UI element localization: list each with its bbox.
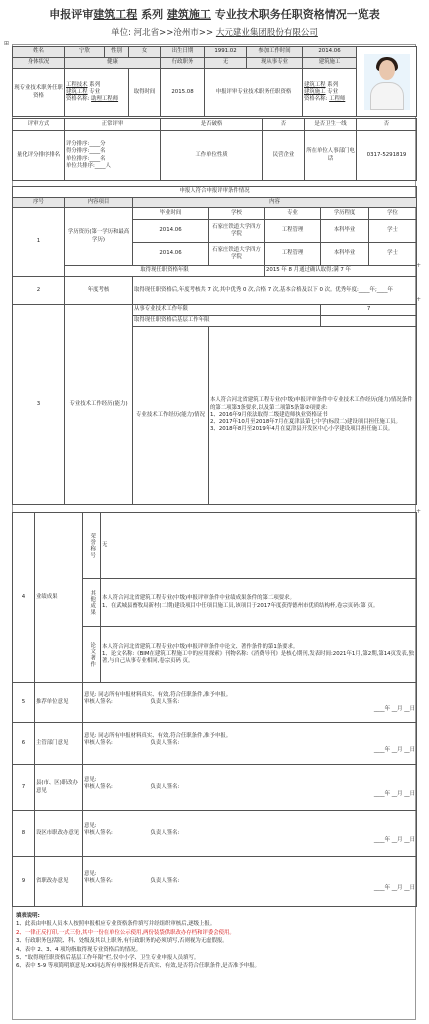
apply-title-value[interactable]: 建筑工程 系列 建筑施工 专业 资格名称: 工程师 [303, 69, 357, 117]
exp-label: 专业技术工作经历(能力) [65, 305, 133, 505]
name-label: 姓名 [13, 47, 65, 58]
exp-no: 3 [13, 305, 65, 505]
health-first-value[interactable]: 否 [357, 119, 417, 131]
opinions-section [12, 682, 416, 907]
score-line: 单位共排序:____人 [66, 162, 111, 169]
photo-cell [357, 47, 417, 117]
paper-line: 本人符合河北省建筑工程专业(中级)申报评审条件中论文、著作条件的第1条要求。 [102, 643, 299, 650]
edu-row1-major[interactable]: 工程管理 [265, 220, 321, 243]
exception-value[interactable]: 否 [263, 119, 305, 131]
exception-label: 是否破格 [161, 119, 263, 131]
note-item: 6、表中 5-9 等项简明填意见:XX同志所有申报材料是否真实、有效,是否符合任职条件,是否准予申报。 [16, 963, 260, 970]
opinion-no: 5 [13, 683, 35, 723]
score-line: 评分排序:____分 [66, 140, 106, 147]
major-value[interactable]: 建筑施工 [303, 58, 357, 69]
score-line: 单位排序:____名 [66, 155, 106, 162]
gender-value[interactable]: 女 [129, 47, 161, 58]
edu-head-level: 学历程度 [321, 208, 369, 220]
admin-value[interactable]: 无 [205, 58, 247, 69]
row-add-handle[interactable]: + [416, 508, 422, 515]
reviewer-sign: 审核人签名: [84, 829, 113, 836]
opinion-box-province[interactable] [83, 857, 417, 907]
note-item: 2、一律正反打印,一式三份,其中一份在单位公示使用,两份装袋供职改办存档和评委会使用。 [16, 929, 235, 936]
years-label: 取得现任职资格年限 [65, 266, 265, 277]
opinion-box-recommend[interactable] [83, 683, 417, 723]
opinion-label: 主管部门意见 [35, 723, 83, 765]
note-item: 4、表中 2、3、4 项均指取得现专业资格后的情况。 [16, 946, 141, 953]
grassroots-value[interactable] [321, 316, 417, 327]
obtain-label: 取得时间 [129, 69, 161, 117]
work-value[interactable]: 2014.06 [303, 47, 357, 58]
edu-head-major: 专业 [265, 208, 321, 220]
opinion-box-city[interactable] [83, 811, 417, 857]
exp-line: 本人符合河北省建筑工程专业(中级)申报评审条件中专业技术工作经历(能力)情况条件的第二项第3条要求,以及第二项第5条第②项要求: [210, 397, 413, 411]
leader-sign: 负责人签名: [150, 739, 180, 746]
opinion-date: ____年 __月 __日 [373, 791, 415, 798]
opinion-date: ____年 __月 __日 [373, 885, 415, 892]
major-label: 现从事专业 [247, 58, 303, 69]
health-label: 身体状况 [13, 58, 65, 69]
table-move-handle[interactable]: ⊞ [4, 40, 10, 47]
exp-years-value[interactable]: 7 [321, 305, 417, 316]
opinion-text: 意见: [84, 822, 97, 829]
assess-value[interactable]: 取得现任职资格后,年度考核共 7 次,其中优秀 0 次,合格 7 次,基本合格及以下 0 次。优秀年度:____年;____年 [133, 277, 417, 305]
opinion-text: 意见: 同志所有申报材料真实、有效,符合任职条件,准予申报。 [84, 691, 232, 698]
opinion-text: 意见: [84, 776, 97, 783]
name-value[interactable]: 宁欣 [65, 47, 105, 58]
edu-row1-level[interactable]: 本科毕业 [321, 220, 369, 243]
phone-value[interactable]: 0317-5291819 [357, 131, 417, 181]
conditions-section [12, 186, 416, 505]
review-method-label: 评审方式 [13, 119, 65, 131]
other-label: 其他成果 [83, 579, 101, 627]
conditions-heading: 申报人符合申报评审条件情况 [13, 187, 417, 198]
paper-line: 1、论文名称:《BIM在建筑工程施工中的应用探索》刊物名称:《消费导刊》是核心期刊,发表时间:2021年1月,第2期,第14页发表,独著,与自己从事专业相同,卷宗页码 页。 [102, 650, 414, 665]
col-item: 内容项目 [65, 198, 133, 208]
basic-info-section [12, 46, 416, 117]
paper-value[interactable] [101, 627, 417, 683]
nature-value[interactable]: 民营企业 [263, 131, 305, 181]
honor-label: 荣誉称号 [83, 513, 101, 579]
edu-row2-school[interactable]: 石家庄铁道大学四方学院 [209, 243, 265, 266]
leader-sign: 负责人签名: [150, 877, 180, 884]
applicant-photo [364, 54, 410, 110]
note-item: 1、此表由申报人员本人按照申报相应专业资格条件填写并经组织审核后,逐级上报。 [16, 921, 216, 928]
years-value[interactable]: 2015 年 8 月通过确认取得;满 7 年 [265, 266, 417, 277]
edu-no: 1 [13, 208, 65, 277]
ach-no: 4 [13, 513, 35, 683]
edu-row2-major[interactable]: 工程管理 [265, 243, 321, 266]
row-add-handle[interactable]: + [416, 296, 422, 303]
note-item: 3、行政职务包括院、科、处级及其以上职务,有行政职务的必须填写,否则视为无虚假报。 [16, 938, 228, 945]
score-label: 量化评分排序排名 [13, 131, 65, 181]
other-value[interactable] [101, 579, 417, 627]
edu-head-degree: 学位 [369, 208, 417, 220]
opinion-date: ____年 __月 __日 [373, 837, 415, 844]
edu-row2-level[interactable]: 本科毕业 [321, 243, 369, 266]
opinion-no: 9 [13, 857, 35, 907]
edu-head-school: 学校 [209, 208, 265, 220]
edu-row2-degree[interactable]: 学士 [369, 243, 417, 266]
opinion-label: 设区市职改办意见 [35, 811, 83, 857]
score-lines[interactable] [65, 131, 161, 181]
apply-title-label: 申报评审专业技术职务任职资格 [205, 69, 303, 117]
opinion-text: 意见: [84, 870, 97, 877]
exp-inner-label: 专业技术工作经历(能力)情况 [133, 327, 209, 505]
leader-sign: 负责人签名: [150, 698, 180, 705]
opinion-no: 6 [13, 723, 35, 765]
paper-label: 论文著作 [83, 627, 101, 683]
fill-instructions [16, 912, 412, 971]
reviewer-sign: 审核人签名: [84, 739, 113, 746]
phone-label: 所在单位人事部门电话 [305, 131, 357, 181]
opinion-label: 推荐单位意见 [35, 683, 83, 723]
opinion-no: 7 [13, 765, 35, 811]
obtain-value[interactable]: 2015.08 [161, 69, 205, 117]
edu-row1-time[interactable]: 2014.06 [133, 220, 209, 243]
honor-value[interactable]: 无 [101, 513, 417, 579]
review-section [12, 118, 416, 181]
current-title-value[interactable]: 工程技术 系列 建筑工程 专业 资格名称: 助理工程师 [65, 69, 129, 117]
assess-no: 2 [13, 277, 65, 305]
gender-label: 性别 [105, 47, 129, 58]
edu-head-time: 毕业时间 [133, 208, 209, 220]
score-line: 得分排序:____名 [66, 148, 106, 155]
edu-label: 学历资历(第一学历和最高学历) [65, 208, 133, 266]
page-title: 申报评审建筑工程 系列 建筑施工 专业技术职务任职资格情况一览表 [49, 8, 380, 21]
grassroots-label: 取得现任职资格后基层工作年限 [133, 316, 321, 327]
current-title-label: 现专业技术职务任职资格 [13, 69, 65, 117]
achievements-section [12, 512, 416, 683]
row-add-handle[interactable]: + [416, 262, 422, 269]
exp-years-label: 从事专业技术工作年限 [133, 305, 321, 316]
opinion-label: 省职改办意见 [35, 857, 83, 907]
assess-label: 年度考核 [65, 277, 133, 305]
unit-line: 单位: 河北省>>沧州市>> 大元建业集团股份有限公司 [111, 28, 318, 38]
leader-sign: 负责人签名: [150, 783, 180, 790]
health-value[interactable]: 健康 [65, 58, 161, 69]
exp-line: 3、2018年8月至2019年4月在夏津县开发区中心小学建设项目担任施工员。 [210, 426, 394, 433]
other-line: 本人符合河北省建筑工程专业(中级)申报评审条件中业绩成果条件的第二项要求。 [102, 595, 295, 602]
exp-line: 2、2017年10月至2018年7月在夏津县第七中学(标段二)建设项目担任施工员。 [210, 419, 401, 426]
reviewer-sign: 审核人签名: [84, 783, 113, 790]
edu-row2-time[interactable]: 2014.06 [133, 243, 209, 266]
edu-row1-degree[interactable]: 学士 [369, 220, 417, 243]
review-method-value[interactable]: 正常评审 [65, 119, 161, 131]
exp-text[interactable] [209, 327, 417, 505]
other-line: 1、在武城县畜牧局新村(二期)建设项目中任项目施工员,该项目于2017年度获得德州市优质结构杯,卷宗页码:第 页。 [102, 602, 379, 609]
opinion-label: 县(市、区)职改办意见 [35, 765, 83, 811]
opinion-date: ____年 __月 __日 [373, 747, 415, 754]
opinion-box-authority[interactable] [83, 723, 417, 765]
leader-sign: 负责人签名: [150, 829, 180, 836]
opinion-text: 意见: 同志所有申报材料真实、有效,符合任职条件,准予申报。 [84, 732, 232, 739]
admin-label: 行政职务 [161, 58, 205, 69]
nature-label: 工作单位性质 [161, 131, 263, 181]
col-content: 内容 [133, 198, 417, 208]
notes-title: 填表说明: [16, 913, 40, 919]
edu-row1-school[interactable]: 石家庄铁道大学四方学院 [209, 220, 265, 243]
col-no: 序号 [13, 198, 65, 208]
health-first-label: 是否卫生一线 [305, 119, 357, 131]
note-item: 5、“取得现任职资格后基层工作年限”栏,仅中小学、卫生专业申报人员填写。 [16, 954, 200, 961]
exp-line: 1、2016年9月依法取得二级建造师执业资格证书 [210, 411, 328, 418]
reviewer-sign: 审核人签名: [84, 877, 113, 884]
opinion-no: 8 [13, 811, 35, 857]
opinion-box-county[interactable] [83, 765, 417, 811]
birth-label: 出生日期 [161, 47, 205, 58]
work-label: 参加工作时间 [247, 47, 303, 58]
opinion-date: ____年 __月 __日 [373, 706, 415, 713]
ach-label: 业绩成果 [35, 513, 83, 683]
birth-value[interactable]: 1991.02 [205, 47, 247, 58]
reviewer-sign: 审核人签名: [84, 698, 113, 705]
